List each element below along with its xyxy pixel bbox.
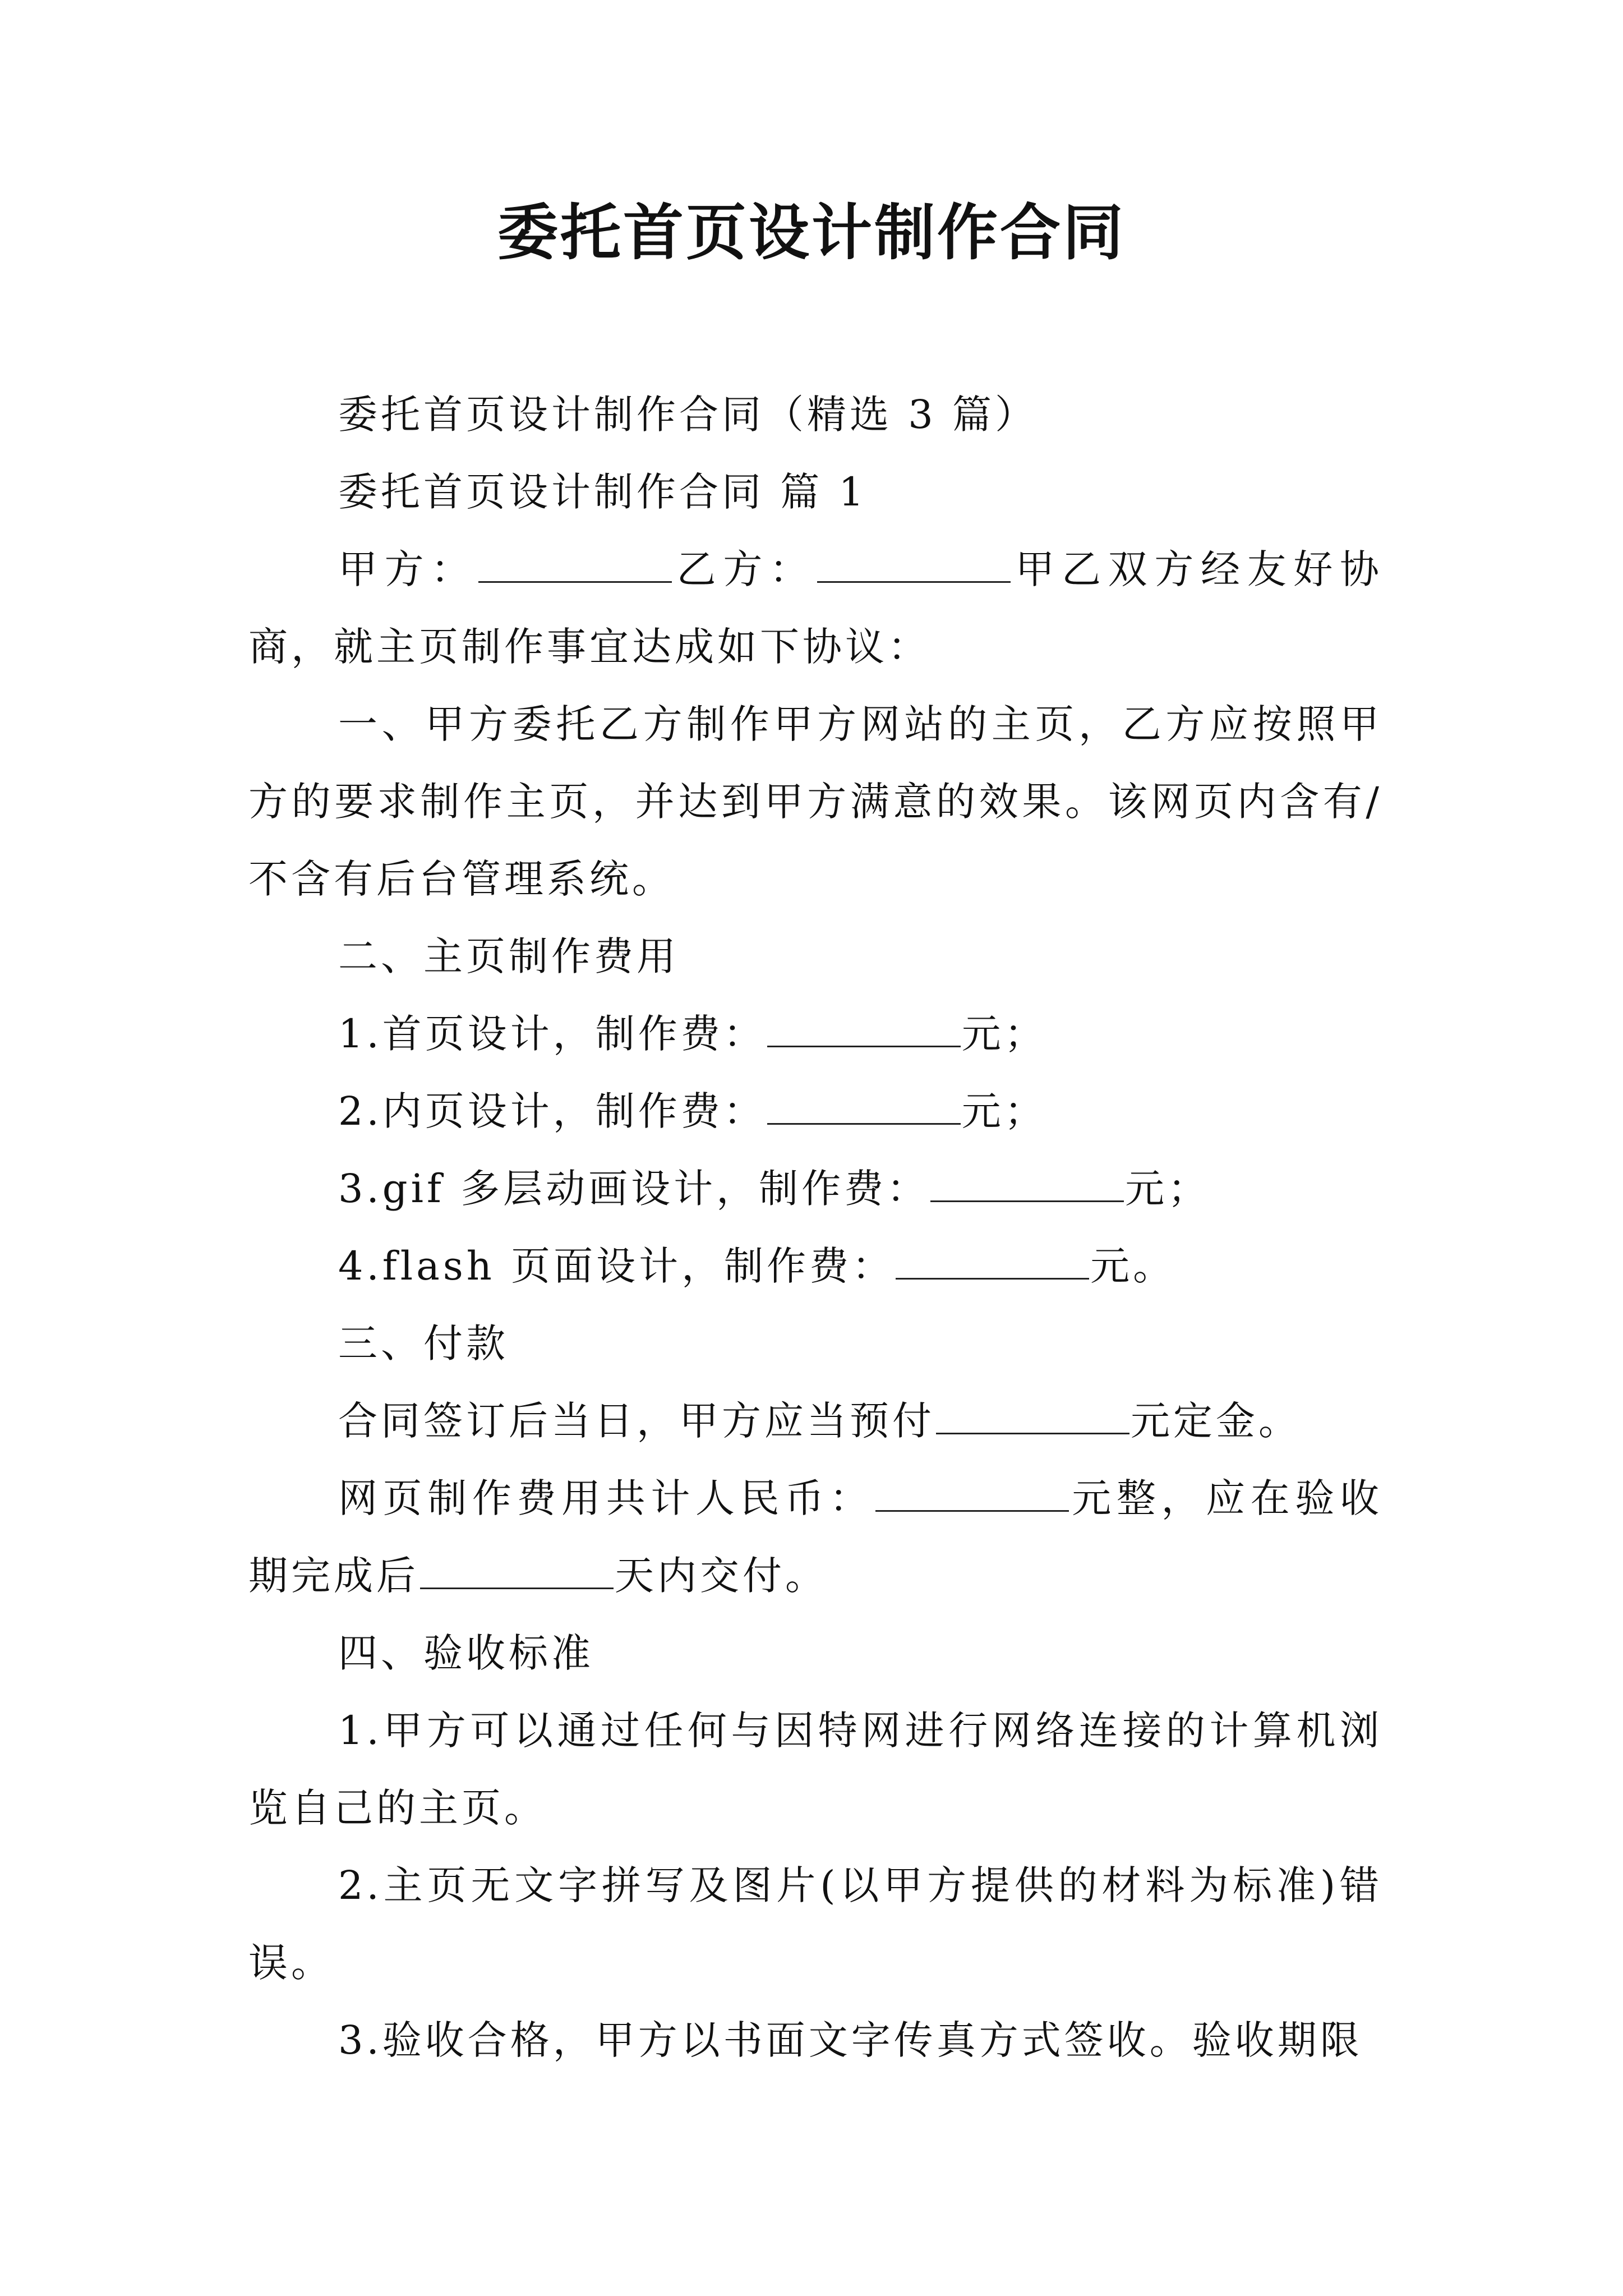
fee-suffix: 元； [961,1088,1047,1134]
payment-2-prefix: 网页制作费用共计人民币： [338,1475,874,1521]
payment-2-suffix: 天内交付。 [615,1553,828,1599]
clause-3-heading: 三、付款 [338,1320,509,1366]
fee-suffix: 元； [961,1011,1047,1057]
payment-total-paragraph [248,1460,1382,1614]
days-blank [420,1548,614,1589]
fee-item [248,1150,1382,1227]
party-a-blank [478,542,672,583]
fee-blank [930,1161,1124,1202]
payment-1-suffix: 元定金。 [1131,1398,1301,1444]
fee-blank [767,1006,961,1047]
acceptance-item: 2.主页无文字拼写及图片(以甲方提供的材料为标准)错误。 [248,1862,1382,1986]
fee-label: 4.flash 页面设计，制作费： [338,1243,895,1289]
clause-4-heading: 四、验收标准 [338,1630,594,1676]
fee-suffix: 元。 [1090,1243,1176,1289]
fee-item [248,1073,1382,1150]
section-heading: 委托首页设计制作合同 篇 1 [338,469,868,515]
document-title: 委托首页设计制作合同 [497,197,1126,268]
fee-blank [896,1239,1089,1280]
party-b-label: 乙方： [673,546,816,592]
fee-item [248,995,1382,1073]
acceptance-item: 3.验收合格，甲方以书面文字传真方式签收。验收期限 [338,2017,1363,2063]
total-amount-blank [875,1471,1069,1512]
clause-2-heading: 二、主页制作费用 [338,933,679,979]
deposit-blank [936,1393,1129,1434]
clause-1-paragraph: 一、甲方委托乙方制作甲方网站的主页，乙方应按照甲方的要求制作主页，并达到甲方满意的效果。该网页内含有/不含有后台管理系统。 [248,701,1382,902]
fee-blank [767,1084,961,1125]
parties-paragraph [248,531,1382,685]
payment-1-prefix: 合同签订后当日，甲方应当预付 [338,1398,935,1444]
consult-text: 甲乙双方经友好协商，就主页制作事宜达成如下协议： [248,546,1383,670]
fee-label: 3.gif 多层动画设计，制作费： [338,1166,930,1212]
acceptance-item: 1.甲方可以通过任何与因特网进行网络连接的计算机浏览自己的主页。 [248,1708,1382,1831]
document-body [248,376,1382,2079]
party-b-blank [817,542,1011,583]
party-a-label: 甲方： [338,546,477,592]
subtitle-paragraph: 委托首页设计制作合同（精选 3 篇） [338,392,1038,438]
fee-suffix: 元； [1125,1166,1211,1212]
fee-item [248,1227,1382,1305]
payment-deposit-paragraph [248,1382,1382,1460]
fee-label: 2.内页设计，制作费： [338,1088,766,1134]
payment-2-middle: 元整，应在验收期完成后 [248,1475,1383,1599]
fee-label: 1.首页设计，制作费： [338,1011,766,1057]
